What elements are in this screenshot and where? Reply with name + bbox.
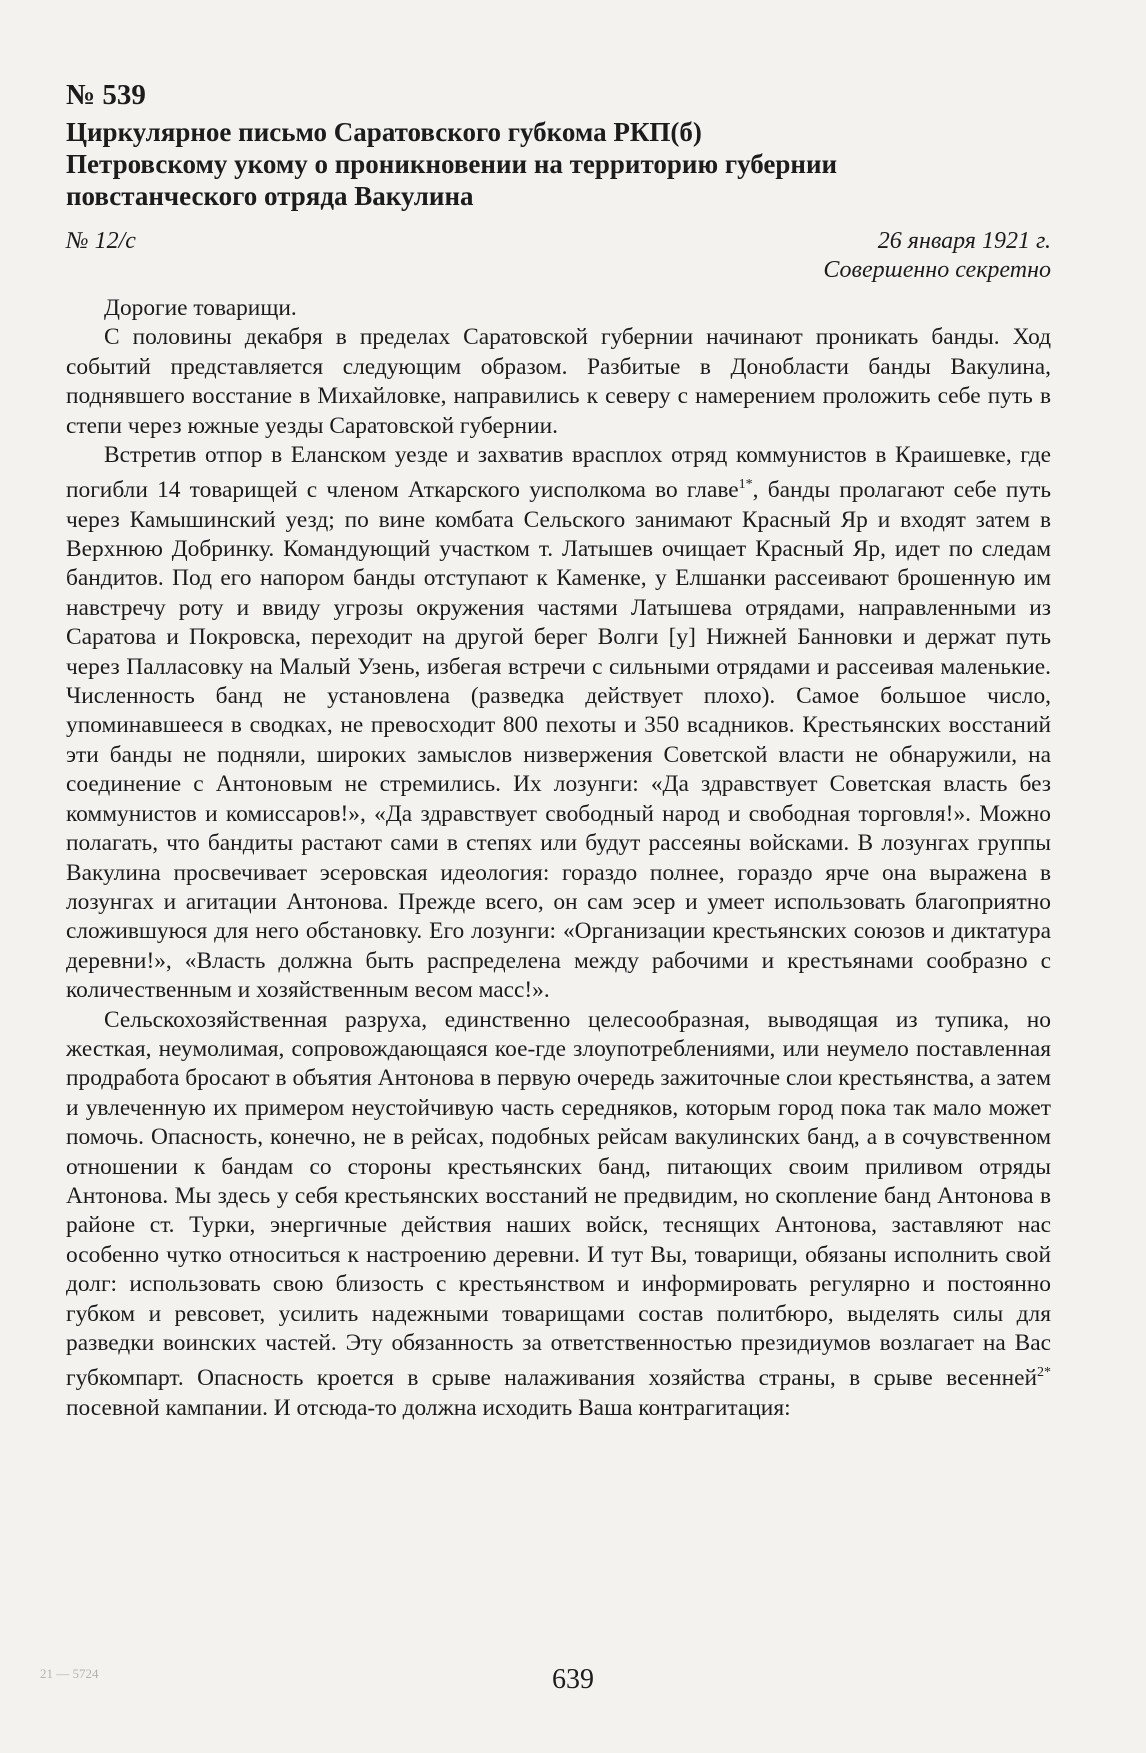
document-date: 26 января 1921 г. bbox=[877, 228, 1051, 254]
paragraph-3 bbox=[66, 1006, 1051, 1423]
document-meta bbox=[66, 226, 1051, 256]
classification-mark: Совершенно секретно bbox=[823, 257, 1051, 283]
title-line-3: повстанческого отряда Вакулина bbox=[66, 181, 474, 211]
document-title bbox=[66, 116, 1051, 212]
reference-number: № 12/с bbox=[66, 228, 136, 254]
document-number: № 539 bbox=[66, 79, 146, 111]
document-page bbox=[66, 78, 1051, 1423]
paragraph-1: С половины декабря в пределах Саратовской губернии начинают проникать банды. Ход событий представляется следующим образом. Разбитые в Донобласти банды Вакулина, поднявшего восстание в Михайловке, направились к северу с намерением проложить себе путь в степи через южные уезды Саратовской губернии. bbox=[66, 324, 1051, 439]
paragraph-2-end: , банды пролагают себе путь через Камышинский уезд; по вине комбата Сельского занимают Красный Яр и входят затем в Верхнюю Добринку. Командующий участком т. Латышев очищает Красный Яр, идет по следам бандитов. Под его напором банды отступают к Каменке, у Елшанки рассеивают брошенную им навстречу роту и ввиду угрозы окружения частями Латышева отрядами, направленными из Саратова и Покровска, переходит на другой берег Волги [у] Нижней Банновки и держат путь через Палласовку на Малый Узень, избегая встречи с сильными отрядами и рассеивая маленькие. Численность банд не установлена (разведка действует плохо). Самое большое число, упоминавшееся в сводках, не превосходит 800 пехоты и 350 всадников. Крестьянских восстаний эти банды не подняли, широких замыслов низвержения Советской власти не обнаружили, на соединение с Антоновым не стремились. Их лозунги: «Да здравствует Советская власть без коммунистов и комиссаров!», «Да здравствует свободный народ и свободная торговля!». Можно полагать, что бандиты растают сами в степях или будут рассеяны войсками. В лозунгах группы Вакулина просвечивает эсеровская идеология: гораздо полнее, гораздо ярче она выражена в лозунгах и агитации Антонова. Прежде всего, он сам эсер и умеет использовать благоприятно сложившуюся для него обстановку. Его лозунги: «Организации крестьянских союзов и диктатура деревни!», «Власть должна быть распределена между рабочими и крестьянами сообразно с количественным и хозяйственным весом масс!». bbox=[66, 477, 1051, 1004]
title-line-1: Циркулярное письмо Саратовского губкома РКП(б) bbox=[66, 117, 702, 147]
letter-body bbox=[66, 294, 1051, 1423]
footnote-marker-2: 2* bbox=[1037, 1365, 1051, 1381]
page-number: 639 bbox=[552, 1664, 594, 1695]
title-line-2: Петровскому укому о проникновении на территорию губернии bbox=[66, 149, 838, 179]
paragraph-2-start: Встретив отпор в Еланском уезде и захватив врасплох отряд коммунистов в Краишевке, где погибли 14 товарищей с членом Аткарского уисполкома во главе bbox=[66, 442, 1051, 504]
paragraph-3-start: Сельскохозяйственная разруха, единственно целесообразная, выводящая из тупика, но жесткая, неумолимая, сопровождающаяся кое-где злоупотреблениями, или неумело поставленная продработа бросают в объятия Антонова в первую очередь зажиточные слои крестьянства, а затем и увлеченную их примером неустойчивую часть середняков, которым город пока так мало может помочь. Опасность, конечно, не в рейсах, подобных рейсам вакулинских банд, а в сочувственном отношении к бандам со стороны крестьянских банд, питающих своим приливом отряды Антонова. Мы здесь у себя крестьянских восстаний не предвидим, но скопление банд Антонова в районе ст. Турки, энергичные действия наших войск, теснящих Антонова, заставляют нас особенно чутко относиться к настроению деревни. И тут Вы, товарищи, обязаны исполнить свой долг: использовать свою близость с крестьянством и информировать регулярно и постоянно губком и ревсовет, усилить надежными товарищами состав политбюро, выделять силы для разведки воинских частей. Эту обязанность за ответственностью президиумов возлагает на Вас губкомпарт. Опасность кроется в срыве налаживания хозяйства страны, в срыве весенней bbox=[66, 1006, 1051, 1392]
footnote-marker-1: 1* bbox=[738, 477, 753, 493]
paragraph-2 bbox=[66, 441, 1051, 1006]
print-stamp: 21 — 5724 bbox=[40, 1666, 99, 1681]
paragraph-3-end: посевной кампании. И отсюда-то должна исходить Ваша контрагитация: bbox=[66, 1394, 791, 1421]
salutation: Дорогие товарищи. bbox=[104, 295, 297, 321]
